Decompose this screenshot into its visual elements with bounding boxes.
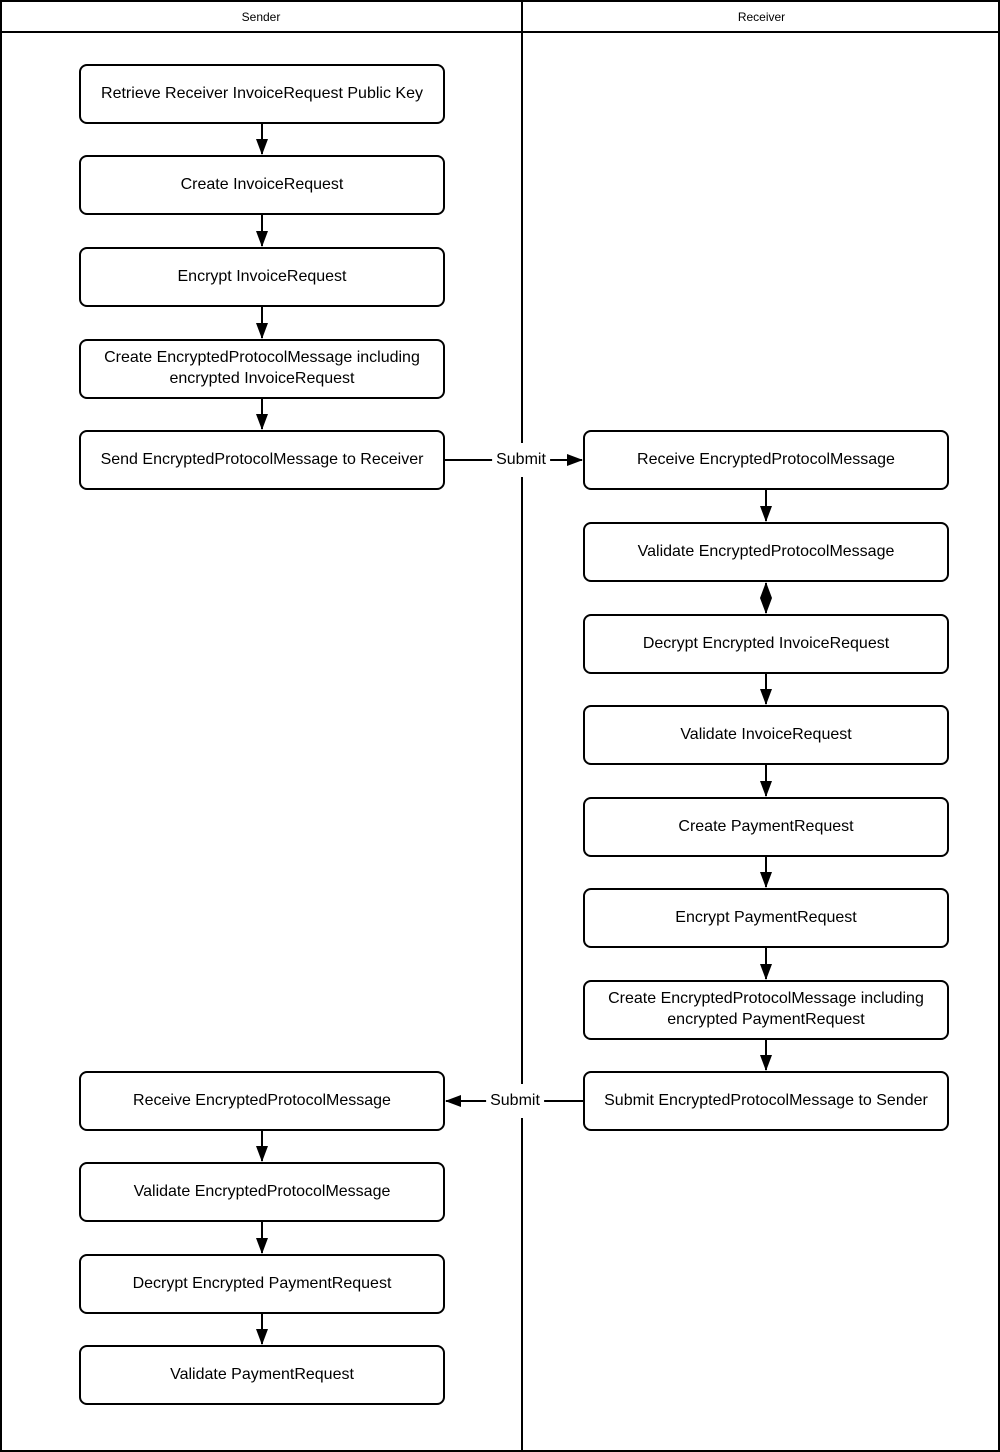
node-decrypt-paymentrequest: Decrypt Encrypted PaymentRequest: [79, 1254, 445, 1314]
node-encrypt-paymentrequest: Encrypt PaymentRequest: [583, 888, 949, 948]
node-validate-paymentrequest: Validate PaymentRequest: [79, 1345, 445, 1405]
node-retrieve-public-key: Retrieve Receiver InvoiceRequest Public Key: [79, 64, 445, 124]
node-create-epm-invoicerequest: Create EncryptedProtocolMessage including encrypted InvoiceRequest: [79, 339, 445, 399]
node-decrypt-invoicerequest: Decrypt Encrypted InvoiceRequest: [583, 614, 949, 674]
node-encrypt-invoicerequest: Encrypt InvoiceRequest: [79, 247, 445, 307]
submit-label-to-sender: Submit: [486, 1084, 544, 1118]
lane-title-receiver: Receiver: [737, 10, 786, 24]
lane-header-receiver: [523, 2, 1000, 32]
submit-label-to-receiver: Submit: [492, 443, 550, 477]
node-sender-validate-epm: Validate EncryptedProtocolMessage: [79, 1162, 445, 1222]
node-sender-receive-epm: Receive EncryptedProtocolMessage: [79, 1071, 445, 1131]
node-create-epm-paymentrequest: Create EncryptedProtocolMessage including encrypted PaymentRequest: [583, 980, 949, 1040]
node-validate-invoicerequest: Validate InvoiceRequest: [583, 705, 949, 765]
node-send-epm-to-receiver: Send EncryptedProtocolMessage to Receiver: [79, 430, 445, 490]
node-submit-epm-to-sender: Submit EncryptedProtocolMessage to Sender: [583, 1071, 949, 1131]
node-create-invoicerequest: Create InvoiceRequest: [79, 155, 445, 215]
node-receiver-validate-epm: Validate EncryptedProtocolMessage: [583, 522, 949, 582]
lane-title-sender: Sender: [241, 10, 281, 24]
node-receiver-receive-epm: Receive EncryptedProtocolMessage: [583, 430, 949, 490]
lane-header-sender: [2, 2, 520, 32]
node-create-paymentrequest: Create PaymentRequest: [583, 797, 949, 857]
